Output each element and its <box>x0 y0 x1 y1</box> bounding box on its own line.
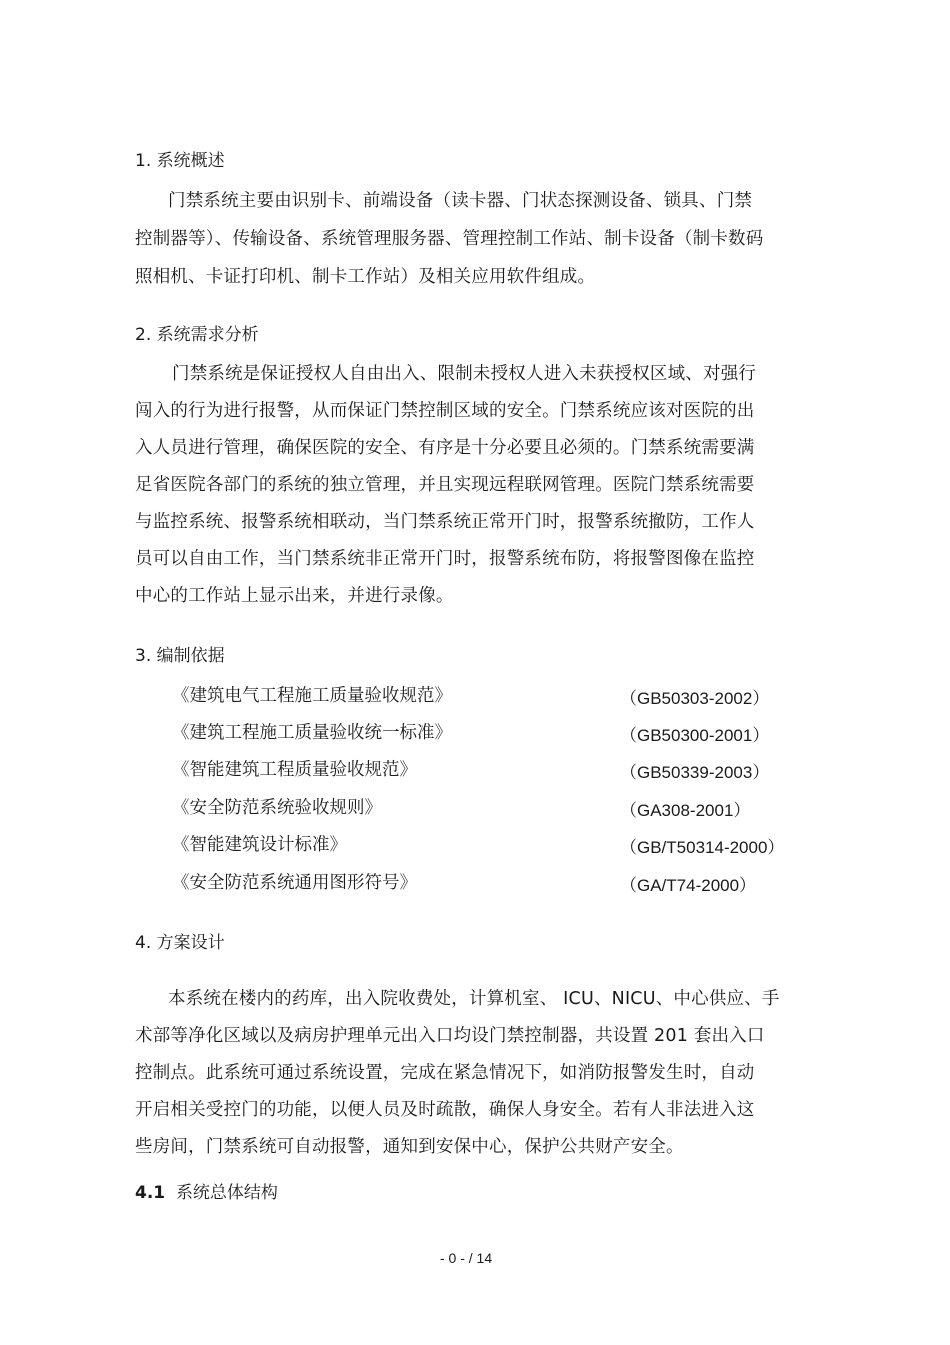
reference-code: （GA308-2001） <box>620 801 751 820</box>
reference-code: （GB50300-2001） <box>620 726 770 745</box>
section-2-line: 入人员进行管理，确保医院的安全、有序是十分必要且必须的。门禁系统需要满 <box>135 438 755 458</box>
section-4-line: 控制点。此系统可通过系统设置，完成在紧急情况下，如消防报警发生时，自动 <box>135 1063 755 1083</box>
reference-code: （GB50303-2002） <box>620 689 770 708</box>
section-1-line: 照相机、卡证打印机、制卡工作站）及相关应用软件组成。 <box>135 267 596 287</box>
section-3-title: 3. 编制依据 <box>135 646 225 666</box>
section-1-title: 1. 系统概述 <box>135 151 225 171</box>
reference-name: 《安全防范系统验收规则》 <box>172 798 382 818</box>
section-1-line: 控制器等）、传输设备、系统管理服务器、管理控制工作站、制卡设备（制卡数码 <box>135 229 764 249</box>
section-4-title: 4. 方案设计 <box>135 933 225 953</box>
subsection-heading <box>135 1178 278 1203</box>
subsection-number: 4.1 <box>135 1183 166 1203</box>
section-2-title: 2. 系统需求分析 <box>135 325 259 345</box>
section-4-line: 些房间，门禁系统可自动报警，通知到安保中心，保护公共财产安全。 <box>135 1137 684 1157</box>
reference-code: （GB/T50314-2000） <box>620 838 785 857</box>
reference-name: 《建筑电气工程施工质量验收规范》 <box>172 686 452 706</box>
reference-code: （GA/T74-2000） <box>620 876 757 895</box>
section-2-line: 与监控系统、报警系统相联动，当门禁系统正常开门时，报警系统撤防，工作人 <box>135 512 755 532</box>
page-number: - 0 - / 14 <box>440 1250 493 1266</box>
section-4-line: 开启相关受控门的功能，以便人员及时疏散，确保人身安全。若有人非法进入这 <box>135 1100 755 1120</box>
section-2-line: 中心的工作站上显示出来，并进行录像。 <box>135 586 454 606</box>
section-4-line: 本系统在楼内的药库，出入院收费处，计算机室、 ICU、NICU、中心供应、手 <box>168 989 780 1009</box>
section-2-line: 门禁系统是保证授权人自由出入、限制未授权人进入未获授权区域、对强行 <box>172 364 757 384</box>
subsection-title: 系统总体结构 <box>175 1183 278 1203</box>
section-2-line: 闯入的行为进行报警，从而保证门禁控制区域的安全。门禁系统应该对医院的出 <box>135 401 755 421</box>
reference-name: 《智能建筑设计标准》 <box>172 835 347 855</box>
reference-name: 《建筑工程施工质量验收统一标准》 <box>172 723 452 743</box>
reference-name: 《安全防范系统通用图形符号》 <box>172 873 417 893</box>
section-1-line: 门禁系统主要由识别卡、前端设备（读卡器、门状态探测设备、锁具、门禁 <box>168 191 753 211</box>
section-4-line: 术部等净化区域以及病房护理单元出入口均设门禁控制器，共设置 201 套出入口 <box>135 1026 765 1046</box>
reference-code: （GB50339-2003） <box>620 763 770 782</box>
section-2-line: 足省医院各部门的系统的独立管理，并且实现远程联网管理。医院门禁系统需要 <box>135 475 755 495</box>
reference-name: 《智能建筑工程质量验收规范》 <box>172 760 417 780</box>
section-2-line: 员可以自由工作，当门禁系统非正常开门时，报警系统布防，将报警图像在监控 <box>135 549 755 569</box>
